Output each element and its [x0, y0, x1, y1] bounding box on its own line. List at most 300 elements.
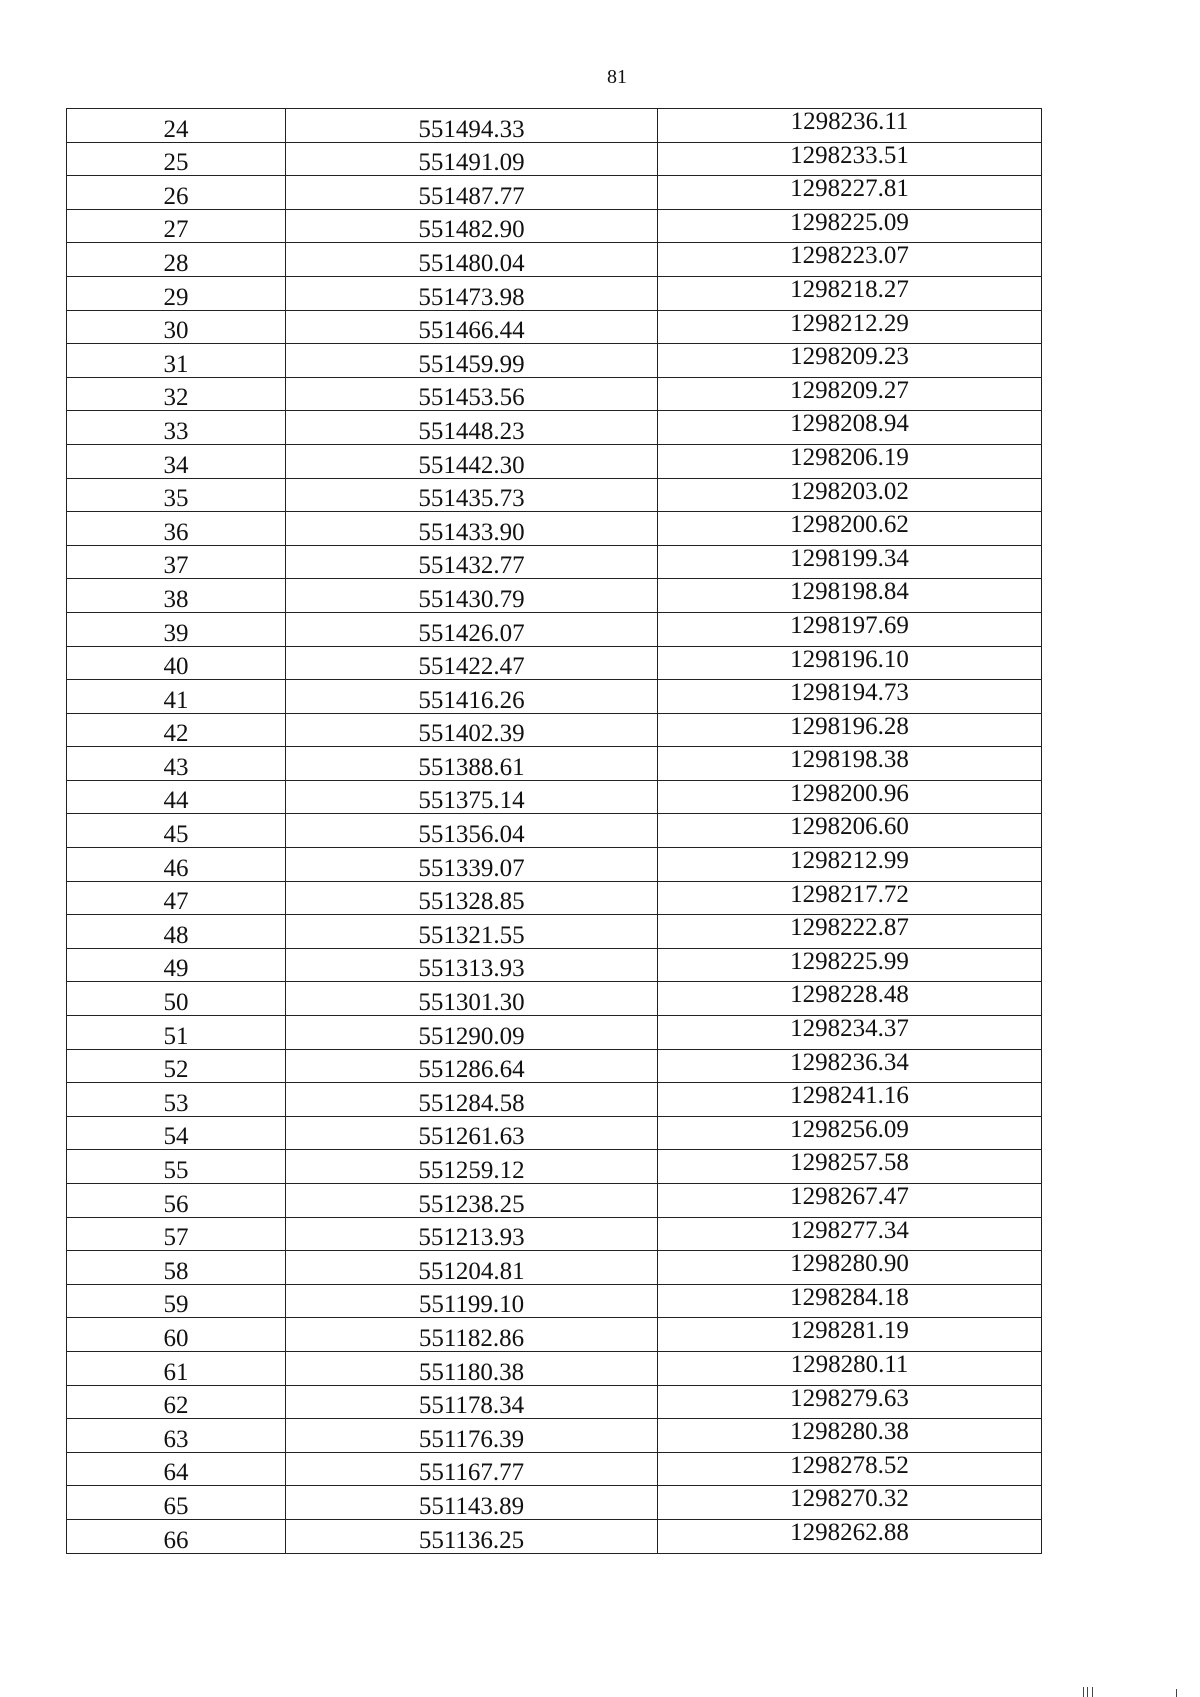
x-coordinate-text: 551284.58 — [418, 1089, 525, 1117]
point-number-cell — [67, 1049, 286, 1083]
table-row — [67, 848, 1042, 882]
table-row — [67, 1150, 1042, 1184]
point-number-cell — [67, 1251, 286, 1285]
x-coordinate-text: 551432.77 — [418, 552, 525, 580]
table-row — [67, 1519, 1042, 1553]
table-row — [67, 1184, 1042, 1218]
point-number-cell — [67, 848, 286, 882]
x-coordinate-text: 551259.12 — [418, 1157, 525, 1184]
point-number-cell — [67, 1452, 286, 1486]
y-coordinate-cell — [658, 377, 1042, 411]
point-number-text: 25 — [163, 149, 189, 177]
point-number-text: 65 — [163, 1492, 189, 1520]
y-coordinate-cell — [658, 713, 1042, 747]
y-coordinate-text: 1298217.72 — [790, 880, 909, 908]
point-number-cell — [67, 276, 286, 310]
x-coordinate-cell — [286, 1116, 658, 1150]
table-row — [67, 209, 1042, 243]
x-coordinate-text: 551301.30 — [418, 989, 525, 1017]
table-row — [67, 1083, 1042, 1117]
point-number-cell — [67, 478, 286, 512]
x-coordinate-text: 551435.73 — [418, 485, 525, 513]
x-coordinate-cell — [286, 646, 658, 680]
y-coordinate-text: 1298218.27 — [790, 275, 909, 303]
x-coordinate-text: 551204.81 — [418, 1257, 525, 1285]
x-coordinate-cell — [286, 612, 658, 646]
y-coordinate-text: 1298256.09 — [790, 1115, 909, 1143]
y-coordinate-cell — [658, 680, 1042, 714]
x-coordinate-text: 551494.33 — [418, 115, 525, 143]
y-coordinate-cell — [658, 747, 1042, 781]
point-number-text: 55 — [163, 1157, 189, 1184]
point-number-text: 48 — [163, 921, 189, 949]
y-coordinate-cell — [658, 1351, 1042, 1385]
point-number-text: 43 — [163, 753, 189, 781]
point-number-cell — [67, 680, 286, 714]
y-coordinate-cell — [658, 1251, 1042, 1285]
point-number-text: 51 — [163, 1022, 189, 1050]
y-coordinate-cell — [658, 1452, 1042, 1486]
point-number-cell — [67, 545, 286, 579]
page-number: 81 — [607, 66, 627, 88]
point-number-text: 41 — [163, 686, 189, 714]
table-row — [67, 377, 1042, 411]
y-coordinate-text: 1298236.34 — [790, 1048, 909, 1076]
x-coordinate-text: 551290.09 — [418, 1022, 525, 1050]
point-number-text: 40 — [163, 653, 189, 681]
y-coordinate-cell — [658, 948, 1042, 982]
table-row — [67, 176, 1042, 210]
x-coordinate-cell — [286, 344, 658, 378]
y-coordinate-cell — [658, 545, 1042, 579]
y-coordinate-cell — [658, 1519, 1042, 1553]
point-number-text: 63 — [163, 1425, 189, 1453]
table-row — [67, 881, 1042, 915]
x-coordinate-cell — [286, 1419, 658, 1453]
y-coordinate-text: 1298198.38 — [790, 746, 909, 774]
table-row — [67, 948, 1042, 982]
y-coordinate-text: 1298267.47 — [790, 1183, 909, 1210]
coordinates-table — [66, 108, 1042, 1554]
y-coordinate-cell — [658, 1049, 1042, 1083]
x-coordinate-cell — [286, 1049, 658, 1083]
table-row — [67, 1049, 1042, 1083]
table-row — [67, 142, 1042, 176]
table-row — [67, 243, 1042, 277]
y-coordinate-text: 1298203.02 — [790, 477, 909, 505]
table-row — [67, 915, 1042, 949]
table-row — [67, 1452, 1042, 1486]
x-coordinate-cell — [286, 142, 658, 176]
table-row — [67, 612, 1042, 646]
y-coordinate-cell — [658, 1318, 1042, 1352]
y-coordinate-text: 1298281.19 — [790, 1317, 909, 1345]
x-coordinate-text: 551487.77 — [418, 182, 525, 210]
y-coordinate-cell — [658, 1184, 1042, 1218]
y-coordinate-text: 1298279.63 — [790, 1384, 909, 1412]
point-number-text: 53 — [163, 1089, 189, 1117]
point-number-cell — [67, 579, 286, 613]
y-coordinate-text: 1298197.69 — [790, 611, 909, 639]
point-number-cell — [67, 209, 286, 243]
point-number-cell — [67, 612, 286, 646]
point-number-cell — [67, 411, 286, 445]
x-coordinate-text: 551321.55 — [418, 921, 525, 949]
point-number-text: 49 — [163, 955, 189, 983]
x-coordinate-text: 551453.56 — [418, 384, 525, 412]
point-number-cell — [67, 1318, 286, 1352]
point-number-cell — [67, 444, 286, 478]
y-coordinate-text: 1298209.23 — [790, 343, 909, 371]
x-coordinate-text: 551136.25 — [418, 1526, 525, 1554]
x-coordinate-cell — [286, 982, 658, 1016]
point-number-text: 64 — [163, 1459, 189, 1487]
point-number-text: 45 — [163, 821, 189, 849]
point-number-cell — [67, 1116, 286, 1150]
x-coordinate-cell — [286, 780, 658, 814]
point-number-cell — [67, 344, 286, 378]
x-coordinate-text: 551480.04 — [418, 249, 525, 277]
x-coordinate-cell — [286, 747, 658, 781]
x-coordinate-cell — [286, 881, 658, 915]
x-coordinate-text: 551182.86 — [418, 1324, 525, 1352]
point-number-text: 47 — [163, 888, 189, 916]
point-number-cell — [67, 1184, 286, 1218]
y-coordinate-cell — [658, 1016, 1042, 1050]
scan-mark — [1176, 1689, 1177, 1697]
table-row — [67, 512, 1042, 546]
y-coordinate-text: 1298233.51 — [790, 141, 909, 169]
x-coordinate-text: 551466.44 — [418, 317, 525, 345]
point-number-cell — [67, 243, 286, 277]
y-coordinate-text: 1298234.37 — [790, 1015, 909, 1043]
point-number-text: 26 — [163, 182, 189, 210]
y-coordinate-cell — [658, 310, 1042, 344]
y-coordinate-cell — [658, 109, 1042, 143]
point-number-text: 30 — [163, 317, 189, 345]
point-number-text: 52 — [163, 1056, 189, 1084]
y-coordinate-text: 1298198.84 — [790, 578, 909, 606]
x-coordinate-cell — [286, 680, 658, 714]
x-coordinate-cell — [286, 848, 658, 882]
y-coordinate-text: 1298280.90 — [790, 1250, 909, 1278]
point-number-text: 57 — [163, 1224, 189, 1252]
x-coordinate-cell — [286, 176, 658, 210]
x-coordinate-text: 551422.47 — [418, 653, 525, 681]
x-coordinate-text: 551433.90 — [418, 518, 525, 546]
y-coordinate-text: 1298262.88 — [790, 1518, 909, 1546]
coordinates-table-body — [67, 109, 1042, 1554]
x-coordinate-cell — [286, 545, 658, 579]
x-coordinate-text: 551402.39 — [418, 720, 525, 748]
table-row — [67, 1284, 1042, 1318]
table-row — [67, 109, 1042, 143]
point-number-cell — [67, 377, 286, 411]
x-coordinate-cell — [286, 579, 658, 613]
point-number-text: 50 — [163, 989, 189, 1017]
x-coordinate-text: 551375.14 — [418, 787, 525, 815]
x-coordinate-cell — [286, 713, 658, 747]
x-coordinate-text: 551328.85 — [418, 888, 525, 916]
x-coordinate-cell — [286, 1217, 658, 1251]
y-coordinate-cell — [658, 1419, 1042, 1453]
point-number-text: 24 — [163, 115, 189, 143]
x-coordinate-cell — [286, 209, 658, 243]
point-number-cell — [67, 1385, 286, 1419]
point-number-cell — [67, 1419, 286, 1453]
y-coordinate-text: 1298199.34 — [790, 544, 909, 572]
y-coordinate-cell — [658, 982, 1042, 1016]
point-number-text: 46 — [163, 854, 189, 882]
table-row — [67, 646, 1042, 680]
x-coordinate-text: 551473.98 — [418, 283, 525, 311]
x-coordinate-cell — [286, 444, 658, 478]
x-coordinate-text: 551176.39 — [418, 1425, 525, 1453]
table-row — [67, 478, 1042, 512]
y-coordinate-text: 1298206.19 — [790, 443, 909, 471]
x-coordinate-text: 551426.07 — [418, 619, 525, 647]
point-number-cell — [67, 646, 286, 680]
y-coordinate-text: 1298222.87 — [790, 914, 909, 942]
x-coordinate-cell — [286, 377, 658, 411]
x-coordinate-text: 551313.93 — [418, 955, 525, 983]
y-coordinate-cell — [658, 276, 1042, 310]
y-coordinate-cell — [658, 1217, 1042, 1251]
x-coordinate-text: 551180.38 — [418, 1358, 525, 1386]
y-coordinate-text: 1298209.27 — [790, 376, 909, 404]
x-coordinate-text: 551167.77 — [418, 1459, 525, 1487]
x-coordinate-cell — [286, 1452, 658, 1486]
x-coordinate-text: 551459.99 — [418, 350, 525, 378]
y-coordinate-text: 1298225.09 — [790, 208, 909, 236]
table-row — [67, 814, 1042, 848]
x-coordinate-text: 551388.61 — [418, 753, 525, 781]
point-number-cell — [67, 1284, 286, 1318]
y-coordinate-text: 1298196.10 — [790, 645, 909, 673]
x-coordinate-cell — [286, 1184, 658, 1218]
y-coordinate-text: 1298227.81 — [790, 175, 909, 203]
y-coordinate-text: 1298241.16 — [790, 1082, 909, 1110]
y-coordinate-text: 1298280.11 — [790, 1350, 909, 1378]
y-coordinate-text: 1298196.28 — [790, 712, 909, 740]
table-row — [67, 1318, 1042, 1352]
table-row — [67, 310, 1042, 344]
point-number-text: 35 — [163, 485, 189, 513]
x-coordinate-cell — [286, 915, 658, 949]
y-coordinate-cell — [658, 780, 1042, 814]
y-coordinate-cell — [658, 243, 1042, 277]
y-coordinate-cell — [658, 1385, 1042, 1419]
y-coordinate-text: 1298236.11 — [790, 108, 909, 135]
point-number-text: 56 — [163, 1190, 189, 1218]
y-coordinate-cell — [658, 814, 1042, 848]
point-number-text: 37 — [163, 552, 189, 580]
y-coordinate-cell — [658, 344, 1042, 378]
point-number-text: 39 — [163, 619, 189, 647]
point-number-cell — [67, 310, 286, 344]
table-row — [67, 1016, 1042, 1050]
point-number-text: 44 — [163, 787, 189, 815]
point-number-cell — [67, 176, 286, 210]
table-row — [67, 747, 1042, 781]
point-number-cell — [67, 948, 286, 982]
y-coordinate-cell — [658, 848, 1042, 882]
y-coordinate-cell — [658, 176, 1042, 210]
point-number-text: 27 — [163, 216, 189, 244]
point-number-text: 36 — [163, 518, 189, 546]
y-coordinate-cell — [658, 1083, 1042, 1117]
x-coordinate-text: 551491.09 — [418, 149, 525, 177]
point-number-text: 61 — [163, 1358, 189, 1386]
y-coordinate-cell — [658, 1150, 1042, 1184]
y-coordinate-text: 1298277.34 — [790, 1216, 909, 1244]
point-number-text: 66 — [163, 1526, 189, 1554]
x-coordinate-text: 551339.07 — [418, 854, 525, 882]
x-coordinate-text: 551356.04 — [418, 821, 525, 849]
x-coordinate-cell — [286, 1083, 658, 1117]
point-number-cell — [67, 780, 286, 814]
y-coordinate-cell — [658, 1486, 1042, 1520]
point-number-cell — [67, 915, 286, 949]
table-row — [67, 982, 1042, 1016]
x-coordinate-text: 551143.89 — [418, 1492, 525, 1520]
x-coordinate-cell — [286, 1318, 658, 1352]
y-coordinate-cell — [658, 209, 1042, 243]
y-coordinate-cell — [658, 646, 1042, 680]
x-coordinate-cell — [286, 109, 658, 143]
table-row — [67, 1116, 1042, 1150]
y-coordinate-cell — [658, 142, 1042, 176]
point-number-text: 32 — [163, 384, 189, 412]
point-number-cell — [67, 1083, 286, 1117]
y-coordinate-text: 1298278.52 — [790, 1451, 909, 1479]
x-coordinate-text: 551213.93 — [418, 1224, 525, 1252]
x-coordinate-text: 551448.23 — [418, 417, 525, 445]
y-coordinate-text: 1298228.48 — [790, 981, 909, 1009]
y-coordinate-cell — [658, 512, 1042, 546]
x-coordinate-cell — [286, 1385, 658, 1419]
y-coordinate-cell — [658, 915, 1042, 949]
point-number-text: 59 — [163, 1291, 189, 1319]
y-coordinate-cell — [658, 444, 1042, 478]
point-number-cell — [67, 1150, 286, 1184]
x-coordinate-cell — [286, 512, 658, 546]
y-coordinate-text: 1298194.73 — [790, 679, 909, 707]
table-row — [67, 344, 1042, 378]
y-coordinate-text: 1298200.96 — [790, 779, 909, 807]
table-row — [67, 411, 1042, 445]
y-coordinate-text: 1298212.99 — [790, 847, 909, 875]
point-number-cell — [67, 1519, 286, 1553]
point-number-text: 54 — [163, 1123, 189, 1151]
point-number-cell — [67, 814, 286, 848]
scan-mark — [1083, 1687, 1084, 1697]
point-number-text: 60 — [163, 1324, 189, 1352]
point-number-text: 31 — [163, 350, 189, 378]
point-number-text: 42 — [163, 720, 189, 748]
table-row — [67, 713, 1042, 747]
x-coordinate-text: 551199.10 — [418, 1291, 525, 1319]
y-coordinate-text: 1298257.58 — [790, 1149, 909, 1177]
point-number-cell — [67, 1217, 286, 1251]
y-coordinate-cell — [658, 881, 1042, 915]
x-coordinate-text: 551178.34 — [418, 1392, 525, 1420]
x-coordinate-text: 551430.79 — [418, 585, 525, 613]
x-coordinate-text: 551286.64 — [418, 1056, 525, 1084]
point-number-cell — [67, 109, 286, 143]
point-number-cell — [67, 747, 286, 781]
scan-mark — [1092, 1687, 1093, 1697]
table-row — [67, 780, 1042, 814]
point-number-cell — [67, 1486, 286, 1520]
y-coordinate-text: 1298223.07 — [790, 242, 909, 270]
table-row — [67, 1385, 1042, 1419]
point-number-text: 34 — [163, 451, 189, 479]
table-row — [67, 1217, 1042, 1251]
table-row — [67, 545, 1042, 579]
point-number-text: 62 — [163, 1392, 189, 1420]
x-coordinate-cell — [286, 310, 658, 344]
point-number-text: 58 — [163, 1257, 189, 1285]
point-number-cell — [67, 881, 286, 915]
point-number-cell — [67, 142, 286, 176]
x-coordinate-cell — [286, 411, 658, 445]
point-number-text: 29 — [163, 283, 189, 311]
table-row — [67, 444, 1042, 478]
table-row — [67, 680, 1042, 714]
y-coordinate-text: 1298284.18 — [790, 1283, 909, 1311]
point-number-text: 38 — [163, 585, 189, 613]
table-row — [67, 579, 1042, 613]
x-coordinate-cell — [286, 814, 658, 848]
y-coordinate-text: 1298280.38 — [790, 1418, 909, 1446]
y-coordinate-text: 1298270.32 — [790, 1485, 909, 1513]
point-number-cell — [67, 1016, 286, 1050]
y-coordinate-cell — [658, 612, 1042, 646]
table-row — [67, 1419, 1042, 1453]
x-coordinate-cell — [286, 1519, 658, 1553]
x-coordinate-cell — [286, 1251, 658, 1285]
point-number-cell — [67, 982, 286, 1016]
x-coordinate-cell — [286, 243, 658, 277]
point-number-text: 28 — [163, 249, 189, 277]
y-coordinate-cell — [658, 1116, 1042, 1150]
x-coordinate-cell — [286, 1284, 658, 1318]
x-coordinate-text: 551261.63 — [418, 1123, 525, 1151]
x-coordinate-cell — [286, 1351, 658, 1385]
x-coordinate-cell — [286, 948, 658, 982]
table-row — [67, 1351, 1042, 1385]
scan-mark — [1087, 1687, 1088, 1697]
x-coordinate-text: 551238.25 — [418, 1190, 525, 1218]
x-coordinate-text: 551482.90 — [418, 216, 525, 244]
x-coordinate-text: 551442.30 — [418, 451, 525, 479]
y-coordinate-text: 1298206.60 — [790, 813, 909, 841]
x-coordinate-cell — [286, 1016, 658, 1050]
y-coordinate-text: 1298212.29 — [790, 309, 909, 337]
y-coordinate-cell — [658, 1284, 1042, 1318]
y-coordinate-cell — [658, 579, 1042, 613]
x-coordinate-cell — [286, 276, 658, 310]
y-coordinate-cell — [658, 478, 1042, 512]
x-coordinate-cell — [286, 1150, 658, 1184]
x-coordinate-cell — [286, 478, 658, 512]
table-row — [67, 1251, 1042, 1285]
x-coordinate-cell — [286, 1486, 658, 1520]
table-row — [67, 276, 1042, 310]
x-coordinate-text: 551416.26 — [418, 686, 525, 714]
point-number-text: 33 — [163, 417, 189, 445]
